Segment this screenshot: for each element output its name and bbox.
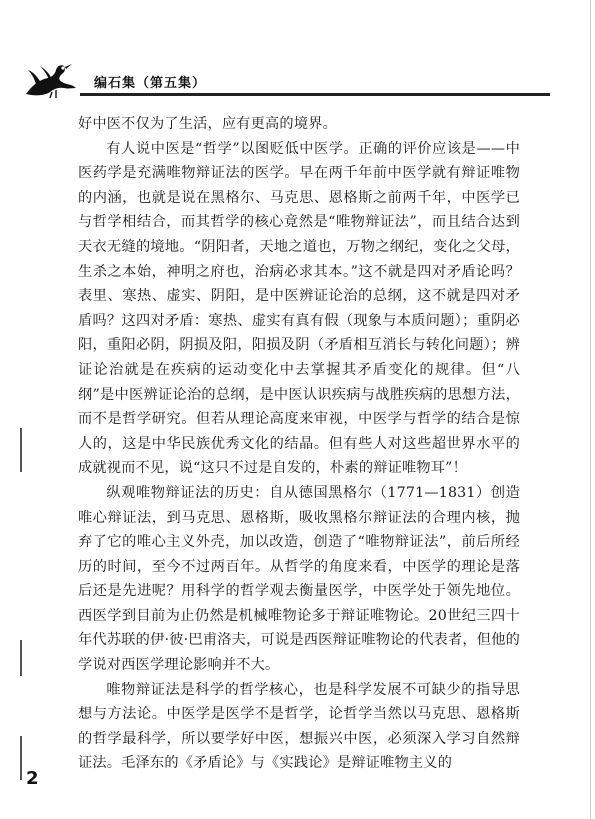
paragraph: 纵观唯物辩证法的历史：自从德国黑格尔（1771—1831）创造唯心辩证法，到马克思、恩格斯，吸收黑格尔辩证法的合理内核，抛弃了它的唯心主义外壳，加以改造，创造了“唯物辩证法”，前后所经历的时间，至今不过两百年。从哲学的角度来看，中医学的理论是落后还是先进呢？用科学的哲学观去衡量医学，中医学处于领先地位。西医学到目前为止仍然是机械唯物论多于辩证唯物论。20世纪三四十年代苏联的伊·彼·巴甫洛夫，可说是西医辩证唯物论的代表者，但他的学说对西医学理论影响并不大。 [78, 484, 520, 674]
running-header [22, 58, 552, 98]
page-edge [590, 0, 591, 819]
margin-mark [20, 428, 22, 472]
page-number: 2 [26, 768, 39, 789]
body-text [78, 112, 520, 776]
book-title: 编石集（第五集） [94, 76, 207, 91]
header-rule [80, 93, 550, 96]
paragraph: 好中医不仅为了生活，应有更高的境界。 [78, 116, 337, 132]
paragraph: 有人说中医是“哲学”以图贬低中医学。正确的评价应该是——中医药学是充满唯物辩证法的医学。早在两千年前中医学就有辩证唯物的内涵，也就是说在黑格尔、马克思、恩格斯之前两千年，中医学已与哲学相结合，而其哲学的核心竟然是“唯物辩证法”，而且结合达到天衣无缝的境地。“阴阳者，天地之道也，万物之纲纪，变化之父母，生杀之本始，神明之府也，治病必求其本。”这不就是四对矛盾论吗？表里、寒热、虚实、阴阳，是中医辨证论治的总纲，这不就是四对矛盾吗？这四对矛盾：寒热、虚实有真有假（现象与本质问题）；重阴必阳，重阳必阴，阴损及阳，阳损及阴（矛盾相互消长与转化问题）；辨证论治就是在疾病的运动变化中去掌握其矛盾变化的规律。但“八纲”是中医辨证论治的总纲，是中医认识疾病与战胜疾病的思想方法，而不是哲学研究。但若从理论高度来审视，中医学与哲学的结合是惊人的，这是中华民族优秀文化的结晶。但有些人对这些超世界水平的成就视而不见，说“这只不过是自发的，朴素的辩证唯物耳”！ [78, 140, 520, 477]
crane-logo-icon [22, 58, 80, 98]
paragraph: 唯物辩证法是科学的哲学核心，也是科学发展不可缺少的指导思想与方法论。中医学是医学不是哲学，论哲学当然以马克思、恩格斯的哲学最科学，所以要学好中医，想振兴中医，必须深入学习自然辩证法。毛泽东的《矛盾论》与《实践论》是辩证唯物主义的 [78, 681, 520, 772]
margin-mark [20, 736, 22, 780]
margin-mark [20, 640, 22, 676]
